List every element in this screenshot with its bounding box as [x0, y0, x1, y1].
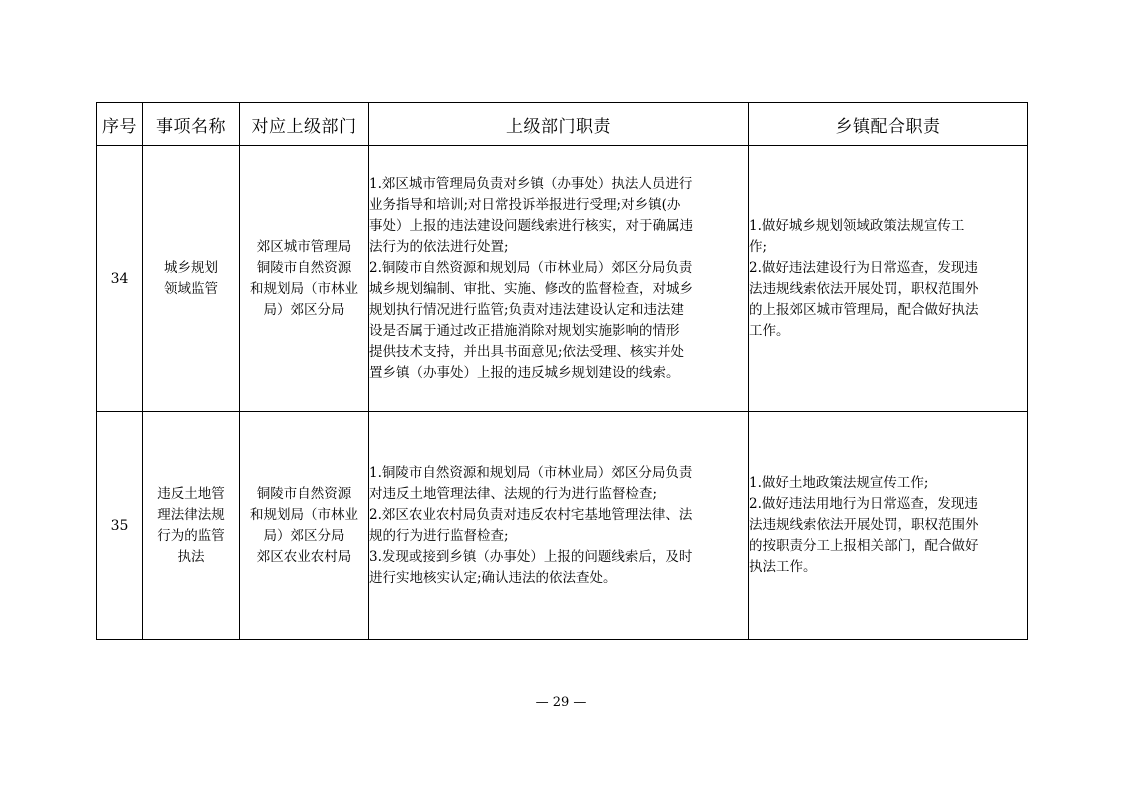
cell-line: 1.做好土地政策法规宣传工作;	[749, 475, 929, 491]
cell-line: 铜陵市自然资源	[256, 485, 352, 502]
row-upper-duty	[369, 146, 749, 412]
header-upper-duty: 上级部门职责	[369, 103, 749, 146]
cell-line: 行为的监管	[157, 527, 225, 544]
cell-line: 城乡规划编制、审批、实施、修改的监督检查，对城乡	[369, 280, 693, 297]
header-town-duty: 乡镇配合职责	[749, 103, 1028, 146]
cell-line: 作;	[749, 238, 768, 255]
row-town-duty	[749, 146, 1028, 412]
cell-line: 郊区农业农村局	[256, 548, 352, 565]
cell-line: 执法	[177, 548, 205, 565]
cell-line: 进行实地核实认定;确认违法的依法查处。	[369, 569, 617, 586]
row-seq: 35	[97, 412, 143, 640]
header-seq: 序号	[97, 103, 143, 146]
header-item-name: 事项名称	[143, 103, 240, 146]
cell-line: 城乡规划	[164, 259, 218, 276]
table-row	[97, 412, 1028, 640]
cell-line: 对违反土地管理法律、法规的行为进行监督检查;	[369, 485, 658, 502]
responsibility-table	[96, 102, 1028, 640]
cell-line: 业务指导和培训;对日常投诉举报进行受理;对乡镇(办	[369, 196, 681, 213]
cell-line: 违反土地管	[157, 485, 225, 502]
cell-line: 事处）上报的违法建设问题线索进行核实，对于确属违	[369, 217, 693, 234]
cell-line: 规的行为进行监督检查;	[369, 527, 509, 544]
header-row	[97, 103, 1028, 146]
cell-line: 领域监管	[164, 280, 218, 297]
row-upper-duty	[369, 412, 749, 640]
cell-line: 置乡镇（办事处）上报的违反城乡规划建设的线索。	[369, 364, 680, 381]
cell-line: 2.做好违法建设行为日常巡查，发现违	[749, 259, 978, 276]
cell-line: 铜陵市自然资源	[256, 259, 352, 276]
cell-line: 3.发现或接到乡镇（办事处）上报的问题线索后，及时	[369, 548, 693, 565]
cell-line: 1.做好城乡规划领域政策法规宣传工	[749, 217, 965, 234]
cell-line: 局）郊区分局	[263, 527, 345, 544]
cell-line: 法行为的依法进行处置;	[369, 238, 509, 255]
cell-line: 法违规线索依法开展处罚，职权范围外	[749, 280, 979, 297]
row-town-duty	[749, 412, 1028, 640]
cell-line: 执法工作。	[749, 559, 817, 575]
row-seq: 34	[97, 146, 143, 412]
row-upper-dept	[240, 412, 369, 640]
cell-line: 郊区城市管理局	[256, 238, 352, 255]
table-row	[97, 146, 1028, 412]
cell-line: 1.郊区城市管理局负责对乡镇（办事处）执法人员进行	[369, 175, 693, 192]
cell-line: 和规划局（市林业	[250, 280, 358, 297]
cell-line: 法违规线索依法开展处罚，职权范围外	[749, 517, 979, 533]
cell-line: 规划执行情况进行监管;负责对违法建设认定和违法建	[369, 301, 685, 318]
row-item-name	[143, 412, 240, 640]
cell-line: 局）郊区分局	[263, 301, 345, 318]
header-upper-dept: 对应上级部门	[240, 103, 369, 146]
row-upper-dept	[240, 146, 369, 412]
cell-line: 提供技术支持，并出具书面意见;依法受理、核实并处	[369, 343, 685, 360]
cell-line: 1.铜陵市自然资源和规划局（市林业局）郊区分局负责	[369, 464, 693, 481]
cell-line: 的按职责分工上报相关部门，配合做好	[749, 538, 979, 554]
page-number: — 29 —	[535, 695, 587, 710]
cell-line: 设是否属于通过改正措施消除对规划实施影响的情形	[369, 322, 680, 339]
cell-line: 2.铜陵市自然资源和规划局（市林业局）郊区分局负责	[369, 259, 693, 276]
cell-line: 的上报郊区城市管理局，配合做好执法	[749, 301, 979, 318]
cell-line: 理法律法规	[157, 506, 225, 523]
cell-line: 和规划局（市林业	[250, 506, 358, 523]
cell-line: 工作。	[749, 322, 790, 339]
cell-line: 2.做好违法用地行为日常巡查，发现违	[749, 496, 978, 512]
row-item-name	[143, 146, 240, 412]
cell-line: 2.郊区农业农村局负责对违反农村宅基地管理法律、法	[369, 506, 693, 523]
